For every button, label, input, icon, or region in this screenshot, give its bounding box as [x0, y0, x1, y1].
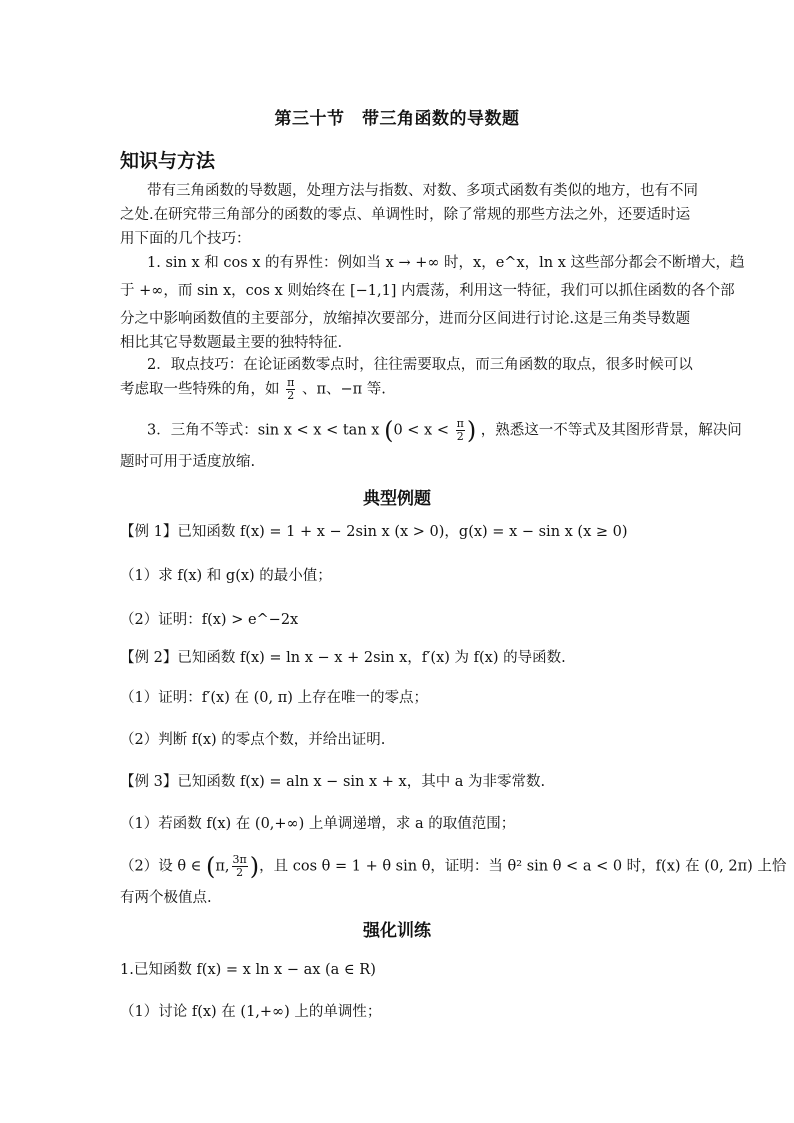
fraction-numerator: π [287, 376, 295, 389]
tip-1-line: 1. sin x 和 cos x 的有界性：例如当 x → +∞ 时，x，e^x，ln x 这些部分都会不断增大，趋 [147, 255, 745, 271]
tip-2-line [120, 377, 386, 402]
example-3-question-2: （2）设 θ ∈ (π, $\frac{3\pi}{2}$ )，且 cos θ = 1 + θ sin θ，证明：当 θ² sin θ < a < 0 时，f(x) 在 (0, 2π) 上恰 [120, 852, 787, 881]
fraction-denominator: 2 [287, 389, 295, 402]
tip-3-inequality: 3．三角不等式：sin x < x < tan x [147, 422, 380, 439]
fraction-pi-over-2 [456, 418, 465, 443]
example-3-q2-text-b: ，且 cos θ = 1 + θ sin θ，证明：当 θ² sin θ < a < 0 时，f(x) 在 (0, 2π) 上恰 [259, 858, 787, 875]
section-heading-examples: 典型例题 [363, 489, 431, 509]
paragraph-line: 用下面的几个技巧： [120, 231, 251, 247]
fraction-pi-over-2 [286, 377, 295, 402]
tip-2-line: 2．取点技巧：在论证函数零点时，往往需要取点，而三角函数的取点，很多时候可以 [147, 357, 693, 373]
example-2-question-1: （1）证明：f′(x) 在 (0, π) 上存在唯一的零点； [120, 690, 428, 706]
example-3-q2-text-a: （2）设 θ ∈ [120, 858, 207, 875]
tip-3-line: 题时可用于适度放缩. [120, 454, 256, 470]
tip-3-line: 3．三角不等式：sin x < x < tan x (0 < x < $\frac{\pi}{2}$ ) ，熟悉这一不等式及其图形背景，解决问 [147, 416, 742, 445]
paragraph-line: 带有三角函数的导数题，处理方法与指数、对数、多项式函数有类似的地方，也有不同 [147, 183, 698, 199]
tip-1-line: 于 +∞，而 sin x，cos x 则始终在 [−1,1] 内震荡，利用这一特征，我们可以抓住函数的各个部 [120, 283, 735, 299]
fraction-denominator: 2 [236, 866, 244, 879]
example-1-title: 【例 1】已知函数 f(x) = 1 + x − 2sin x (x > 0)，g(x) = x − sin x (x ≥ 0) [120, 524, 628, 540]
example-3-question-2-line-2: 有两个极值点. [120, 890, 212, 906]
fraction-denominator: 2 [456, 430, 464, 443]
example-1-question-1: （1）求 f(x) 和 g(x) 的最小值； [120, 568, 332, 584]
example-3-title: 【例 3】已知函数 f(x) = aln x − sin x + x，其中 a 为非零常数. [120, 774, 546, 790]
example-2-question-2: （2）判断 f(x) 的零点个数，并给出证明. [120, 732, 386, 748]
tip-3-text-b: ，熟悉这一不等式及其图形背景，解决问 [480, 422, 742, 439]
example-1-question-2: （2）证明：f(x) > e^−2x [120, 612, 299, 628]
example-3-question-1: （1）若函数 f(x) 在 (0,+∞) 上单调递增，求 a 的取值范围； [120, 816, 516, 832]
paragraph-line: 之处.在研究带三角部分的函数的零点、单调性时，除了常规的那些方法之外，还要适时运 [120, 207, 691, 223]
practice-1-question-1: （1）讨论 f(x) 在 (1,+∞) 上的单调性； [120, 1004, 382, 1020]
fraction-numerator: 3π [232, 853, 247, 866]
tip-2-text-b: 、π、−π 等. [301, 381, 386, 398]
example-2-title: 【例 2】已知函数 f(x) = ln x − x + 2sin x，f′(x) 为 f(x) 的导函数. [120, 650, 566, 666]
tip-1-line: 分之中影响函数值的主要部分，放缩掉次要部分，进而分区间进行讨论.这是三角类导数题 [120, 311, 691, 327]
tip-1-line: 相比其它导数题最主要的独特特征. [120, 335, 343, 351]
fraction-numerator: π [456, 417, 464, 430]
page-title: 第三十节 带三角函数的导数题 [274, 109, 520, 129]
tip-3-condition: 0 < x < [393, 422, 449, 439]
section-heading-methods: 知识与方法 [120, 150, 216, 172]
practice-1-title: 1.已知函数 f(x) = x ln x − ax (a ∈ R) [120, 962, 376, 978]
tip-2-text-a: 考虑取一些特殊的角，如 [120, 381, 280, 398]
section-heading-practice: 强化训练 [363, 921, 431, 941]
fraction-3pi-over-2 [232, 854, 248, 879]
